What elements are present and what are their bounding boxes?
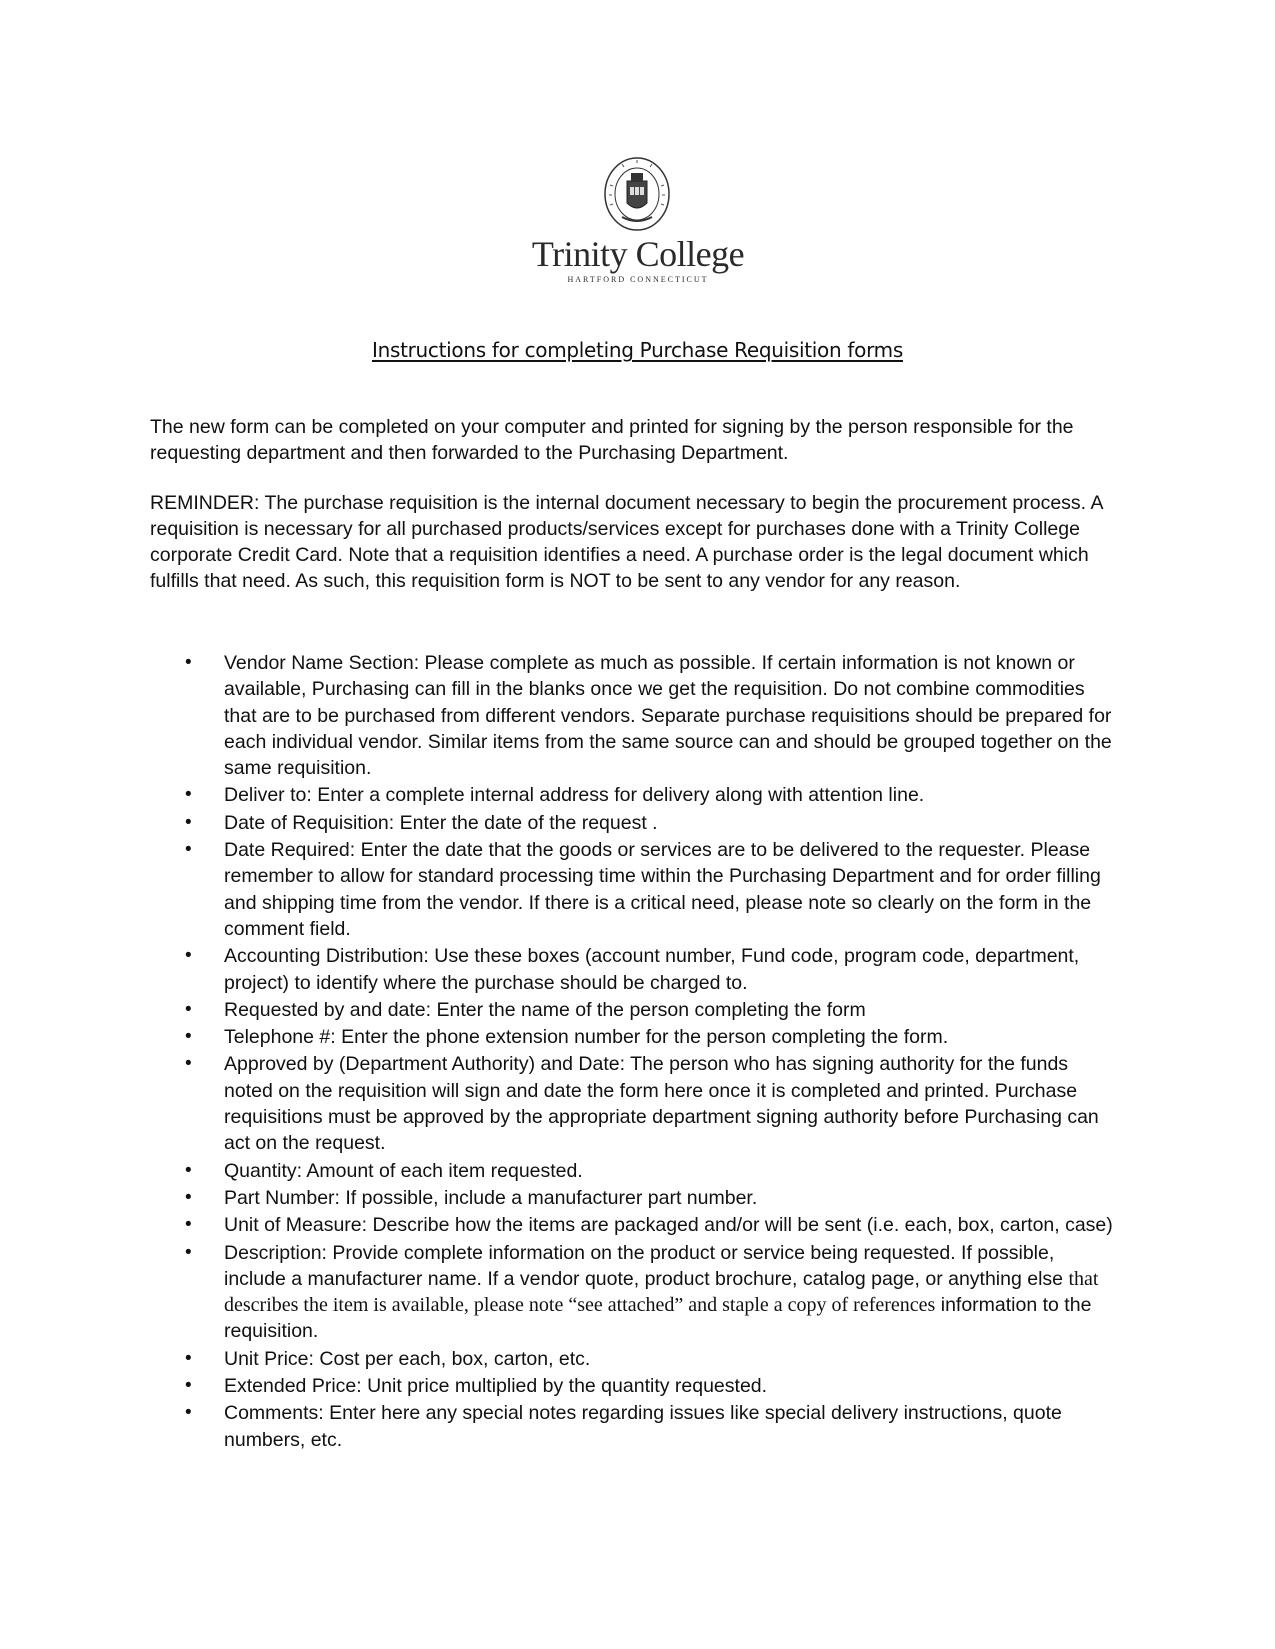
list-item-text: Description: Provide complete information on the product or service being requested. If possible, include a manufacturer name. If a vendor quote, product brochure, catalog page, or anything else — [224, 1241, 1069, 1290]
list-item — [150, 1158, 1115, 1184]
bullet-icon: • — [185, 1375, 192, 1397]
list-item-text: Approved by (Department Authority) and Date: The person who has signing authority for the funds noted on the requisition will sign and date the form here once it is completed and printed. Purchase requisitions must be approved by the appropriate department signing authority before Purchasing can act on the request. — [224, 1053, 1099, 1155]
list-item — [150, 650, 1115, 781]
trinity-college-logo — [520, 155, 756, 290]
reminder-paragraph: REMINDER: The purchase requisition is the internal document necessary to begin the procurement process. A requisition is necessary for all purchased products/services except for purchases done with a Trinity College corporate Credit Card. Note that a requisition identifies a need. A purchase order is the legal document which fulfills that need. As such, this requisition form is NOT to be sent to any vendor for any reason. — [150, 492, 1103, 592]
list-item-text: Date of Requisition: Enter the date of the request . — [224, 811, 658, 834]
bullet-icon: • — [185, 1402, 192, 1424]
list-item — [150, 1373, 1115, 1399]
list-item-text: Accounting Distribution: Use these boxes (account number, Fund code, program code, department, project) to identify where the purchase should be charged to. — [224, 945, 1080, 994]
list-item — [150, 997, 1115, 1023]
list-item — [150, 1212, 1115, 1238]
logo-subwordmark: HARTFORD CONNECTICUT — [567, 275, 709, 284]
bullet-icon: • — [185, 998, 192, 1020]
list-item-text: Unit Price: Cost per each, box, carton, etc. — [224, 1347, 591, 1370]
intro-paragraph: The new form can be completed on your computer and printed for signing by the person responsible for the requesting department and then forwarded to the Purchasing Department. — [150, 416, 1074, 464]
list-item — [150, 1051, 1115, 1156]
list-item-text: Deliver to: Enter a complete internal address for delivery along with attention line. — [224, 784, 925, 807]
list-item-text-serif: that describes the item is available, please note “see attached” and staple a copy of references — [224, 1267, 1099, 1317]
list-item-text: Telephone #: Enter the phone extension number for the person completing the form. — [224, 1026, 949, 1049]
instructions-list — [150, 650, 1115, 1454]
bullet-icon: • — [185, 811, 192, 833]
bullet-icon: • — [185, 784, 192, 806]
logo-wordmark: Trinity College — [531, 234, 745, 274]
list-item — [150, 1024, 1115, 1050]
list-item — [150, 1346, 1115, 1372]
bullet-icon: • — [185, 1241, 192, 1263]
bullet-icon: • — [185, 945, 192, 967]
list-item-text: information to the requisition. — [224, 1294, 1092, 1343]
list-item — [150, 1240, 1115, 1345]
bullet-icon: • — [185, 1159, 192, 1181]
list-item-text: Date Required: Enter the date that the goods or services are to be delivered to the requester. Please remember to allow for standard processing time within the Purchasing Department and for order filling and shipping time from the vendor. If there is a critical need, please note so clearly on the form in the comment field. — [224, 839, 1101, 940]
list-item-text: Requested by and date: Enter the name of the person completing the form — [224, 998, 866, 1021]
bullet-icon: • — [185, 1053, 192, 1075]
bullet-icon: • — [185, 1026, 192, 1048]
bullet-icon: • — [185, 1186, 192, 1208]
list-item — [150, 810, 1115, 836]
list-item — [150, 1400, 1115, 1453]
college-seal-icon — [602, 155, 672, 233]
list-item — [150, 837, 1115, 942]
list-item-text: Quantity: Amount of each item requested. — [224, 1159, 583, 1182]
list-item-text: Extended Price: Unit price multiplied by the quantity requested. — [224, 1375, 768, 1398]
bullet-icon: • — [185, 1347, 192, 1369]
list-item — [150, 943, 1115, 996]
bullet-icon: • — [185, 1214, 192, 1236]
list-item-text: Vendor Name Section: Please complete as much as possible. If certain information is not known or available, Purchasing can fill in the blanks once we get the requisition. Do not combine commodities that are to be purchased from different vendors. Separate purchase requisitions should be prepared for each individual vendor. Similar items from the same source can and should be grouped together on the same requisition. — [224, 652, 1112, 780]
page-title: Instructions for completing Purchase Requisition forms — [372, 338, 903, 362]
list-item — [150, 782, 1115, 808]
bullet-icon: • — [185, 652, 192, 673]
list-item-text: Unit of Measure: Describe how the items are packaged and/or will be sent (i.e. each, box, carton, case) — [224, 1214, 1113, 1237]
bullet-icon: • — [185, 839, 192, 861]
list-item-text: Comments: Enter here any special notes regarding issues like special delivery instructions, quote numbers, etc. — [224, 1402, 1062, 1451]
list-item — [150, 1185, 1115, 1211]
list-item-text: Part Number: If possible, include a manufacturer part number. — [224, 1186, 758, 1209]
